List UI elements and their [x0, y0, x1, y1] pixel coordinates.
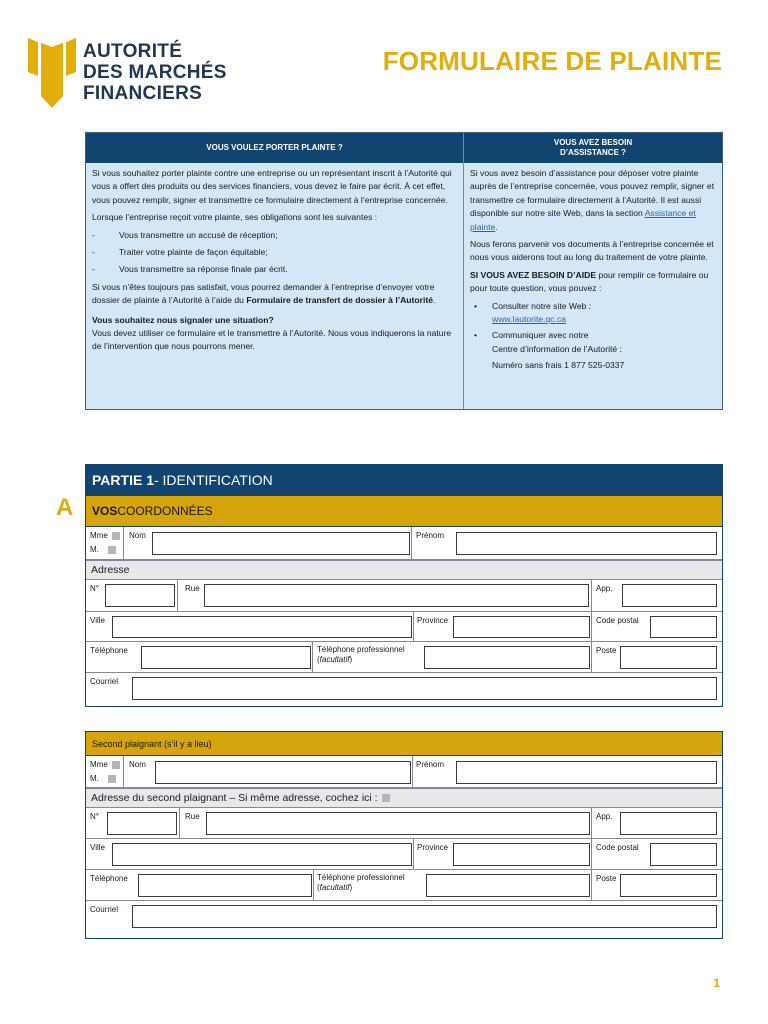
poste-input[interactable] [620, 646, 717, 669]
help-option: • Consulter notre site Web : www.lautorite.qc.ca [474, 300, 592, 325]
document-title: FORMULAIRE DE PLAINTE [382, 46, 722, 76]
prenom-input[interactable] [456, 761, 717, 784]
telephone-input[interactable] [141, 646, 311, 669]
ville-label: Ville [90, 616, 105, 625]
intro-left-column [86, 133, 464, 409]
code-postal-label: Code postal [596, 616, 639, 625]
part1-header [85, 464, 723, 495]
province-label: Province [417, 616, 449, 625]
ville-input[interactable] [112, 843, 412, 866]
obligation-item: - Traiter votre plainte de façon équitable; [92, 246, 457, 259]
telephone-input[interactable] [138, 874, 312, 897]
org-name-line1: AUTORITÉ [83, 41, 183, 62]
email-row [86, 901, 722, 932]
second-complainant-block [85, 731, 723, 939]
rue-input[interactable] [206, 812, 590, 835]
tel-pro-label: Téléphone professionnel (facultatif) [317, 645, 405, 664]
rue-label: Rue [185, 584, 200, 593]
follow-up-paragraph: Nous ferons parvenir vos documents à l’entreprise concernée et nous vous aiderons tout au long du traitement de votre plainte. [470, 239, 714, 263]
courriel-input[interactable] [132, 905, 717, 928]
tel-pro-label-text: Téléphone professionnel [317, 873, 405, 882]
salutation-m-label: M. [90, 774, 99, 783]
obligation-text: Vous transmettre sa réponse finale par écrit. [119, 264, 288, 275]
prenom-input[interactable] [456, 532, 717, 555]
obligation-text: Vous transmettre un accusé de réception; [119, 229, 278, 240]
obligation-item: - Vous transmettre sa réponse finale par écrit. [92, 263, 457, 276]
app-label: App. [596, 584, 613, 593]
email-row [86, 673, 722, 706]
same-address-checkbox[interactable] [382, 794, 390, 802]
app-input[interactable] [620, 812, 717, 835]
salutation-m-label: M. [90, 545, 99, 554]
help-option: • Communiquer avec notre Centre d’information de l’Autorité : [474, 330, 622, 354]
help-title: SI VOUS AVEZ BESOIN D’AIDE [470, 269, 597, 280]
province-input[interactable] [453, 843, 590, 866]
assistance-text-end: . [495, 221, 498, 232]
nom-input[interactable] [155, 761, 411, 784]
part1-label: PARTIE 1 [92, 471, 154, 488]
salutation-m [90, 772, 116, 786]
tel-pro-input[interactable] [424, 646, 590, 669]
phone-row [86, 870, 722, 901]
contact-title-rest: COORDONNÉES [117, 504, 213, 518]
mme-checkbox[interactable] [112, 532, 120, 540]
courriel-label: Courriel [90, 905, 119, 914]
salutation-mme-label: Mme [90, 760, 108, 769]
salutation-mme-label: Mme [90, 531, 108, 540]
part1-title: - IDENTIFICATION [153, 471, 273, 488]
intro-box [85, 132, 723, 410]
page-number: 1 [713, 976, 720, 990]
tel-pro-optional: facultatif [319, 655, 350, 664]
telephone-label: Téléphone [90, 646, 128, 655]
transfer-text-end: . [433, 295, 436, 306]
app-input[interactable] [622, 584, 717, 607]
name-row [86, 527, 722, 560]
phone-number: Numéro sans frais 1 877 525-0337 [492, 360, 625, 371]
no-label: N° [90, 584, 99, 593]
assistance-link[interactable]: Assistance et plainte [470, 208, 696, 232]
intro-right-body [464, 163, 722, 409]
signal-text: Vous devez utiliser ce formulaire et le transmettre à l’Autorité. Nous vous indiquerons la nature de l’intervention que nous pourrons mener. [92, 328, 452, 352]
prenom-label: Prénom [416, 760, 445, 769]
name-row [86, 756, 722, 788]
intro-right-heading-line1: VOUS AVEZ BESOIN [553, 138, 633, 147]
contact-details-block [85, 495, 723, 707]
prenom-label: Prénom [416, 531, 445, 540]
obligation-text: Traiter votre plainte de façon équitable; [119, 247, 268, 258]
obligation-item: - Vous transmettre un accusé de réception; [92, 229, 457, 242]
m-checkbox[interactable] [108, 546, 116, 554]
mme-checkbox[interactable] [112, 761, 120, 769]
contact-line2: Centre d’information de l’Autorité : [492, 343, 622, 354]
street-row [86, 580, 722, 612]
poste-label: Poste [596, 874, 617, 883]
signal-paragraph [92, 314, 457, 354]
transfer-text: Si vous n’êtes toujours pas satisfait, vous pourrez demander à l’entreprise d’envoyer votre dossier de plainte à l’Autorité à l’aide du [92, 281, 435, 306]
courriel-label: Courriel [90, 677, 119, 686]
second-address-heading [86, 788, 722, 808]
ville-label: Ville [90, 843, 105, 852]
poste-input[interactable] [620, 874, 717, 897]
city-row [86, 839, 722, 870]
assistance-text: Si vous avez besoin d’assistance pour déposer votre plainte auprès de l’entreprise concernée, vous pouvez remplir, signer et transmettre ce formulaire directement à l’Autorité. Il est aussi disponible sur notre site Web, dans la section [470, 168, 715, 219]
no-input[interactable] [105, 584, 175, 607]
rue-label: Rue [185, 812, 200, 821]
intro-right-heading [464, 133, 722, 163]
website-label: Consulter notre site Web : [492, 300, 592, 311]
code-postal-input[interactable] [650, 843, 717, 866]
tel-pro-label: Téléphone professionnel (facultatif) [317, 873, 405, 892]
website-link[interactable]: www.lautorite.qc.ca [492, 314, 567, 325]
intro-left-obligations-intro: Lorsque l’entreprise reçoit votre plainte, ses obligations sont les suivantes : [92, 212, 378, 223]
ville-input[interactable] [112, 616, 412, 638]
intro-left-paragraph: Si vous souhaitez porter plainte contre une entreprise ou un représentant inscrit à l’Autorité qui vous a offert des produits ou des services financiers, vous devez le faire par écrit. À cet effet, vous pouvez remplir, signer et transmettre ce formulaire directement à l’entreprise concernée. [92, 168, 452, 205]
nom-label: Nom [129, 531, 146, 540]
address-heading: Adresse [86, 560, 722, 580]
app-label: App. [596, 812, 613, 821]
m-checkbox[interactable] [108, 775, 116, 783]
tel-pro-label-text: Téléphone professionnel [317, 645, 405, 654]
telephone-label: Téléphone [90, 874, 128, 883]
salutation-mme [90, 758, 120, 772]
help-paragraph [470, 269, 716, 296]
transfer-paragraph [92, 281, 457, 308]
province-input[interactable] [453, 616, 590, 638]
rue-input[interactable] [204, 584, 589, 607]
nom-input[interactable] [152, 532, 410, 555]
province-label: Province [417, 843, 449, 852]
help-text: pour remplir ce formulaire ou pour toute question, vous pouvez : [470, 269, 709, 294]
courriel-input[interactable] [132, 677, 717, 700]
no-input[interactable] [107, 812, 177, 835]
transfer-form-name: Formulaire de transfert de dossier à l’Autorité [246, 295, 434, 306]
salutation-mme [90, 529, 120, 543]
contact-title-bold: VOS [92, 504, 118, 518]
tel-pro-optional: facultatif [319, 883, 350, 892]
no-label: N° [90, 812, 99, 821]
org-name-line3: FINANCIERS [83, 83, 203, 104]
nom-label: Nom [129, 760, 146, 769]
tel-pro-input[interactable] [426, 874, 590, 897]
code-postal-label: Code postal [596, 843, 639, 852]
org-name [83, 41, 227, 104]
amf-logo-icon [28, 38, 76, 110]
intro-left-heading: VOUS VOULEZ PORTER PLAINTE ? [86, 133, 463, 163]
assistance-paragraph [470, 167, 716, 234]
city-row [86, 612, 722, 642]
section-letter: A [56, 494, 74, 521]
contact-line1: Communiquer avec notre [492, 330, 589, 341]
contact-details-title [86, 496, 722, 527]
intro-left-body [86, 163, 463, 409]
second-complainant-title: Second plaignant (s’il y a lieu) [86, 732, 722, 756]
second-address-label: Adresse du second plaignant – Si même adresse, cochez ici : [91, 792, 378, 804]
street-row [86, 808, 722, 839]
org-name-line2: DES MARCHÉS [83, 62, 227, 83]
intro-right-column [464, 133, 722, 409]
poste-label: Poste [596, 646, 617, 655]
salutation-m [90, 543, 116, 557]
intro-right-heading-line2: D’ASSISTANCE ? [559, 148, 627, 157]
signal-title: Vous souhaitez nous signaler une situation? [92, 314, 274, 325]
code-postal-input[interactable] [650, 616, 717, 638]
phone-row [86, 642, 722, 673]
